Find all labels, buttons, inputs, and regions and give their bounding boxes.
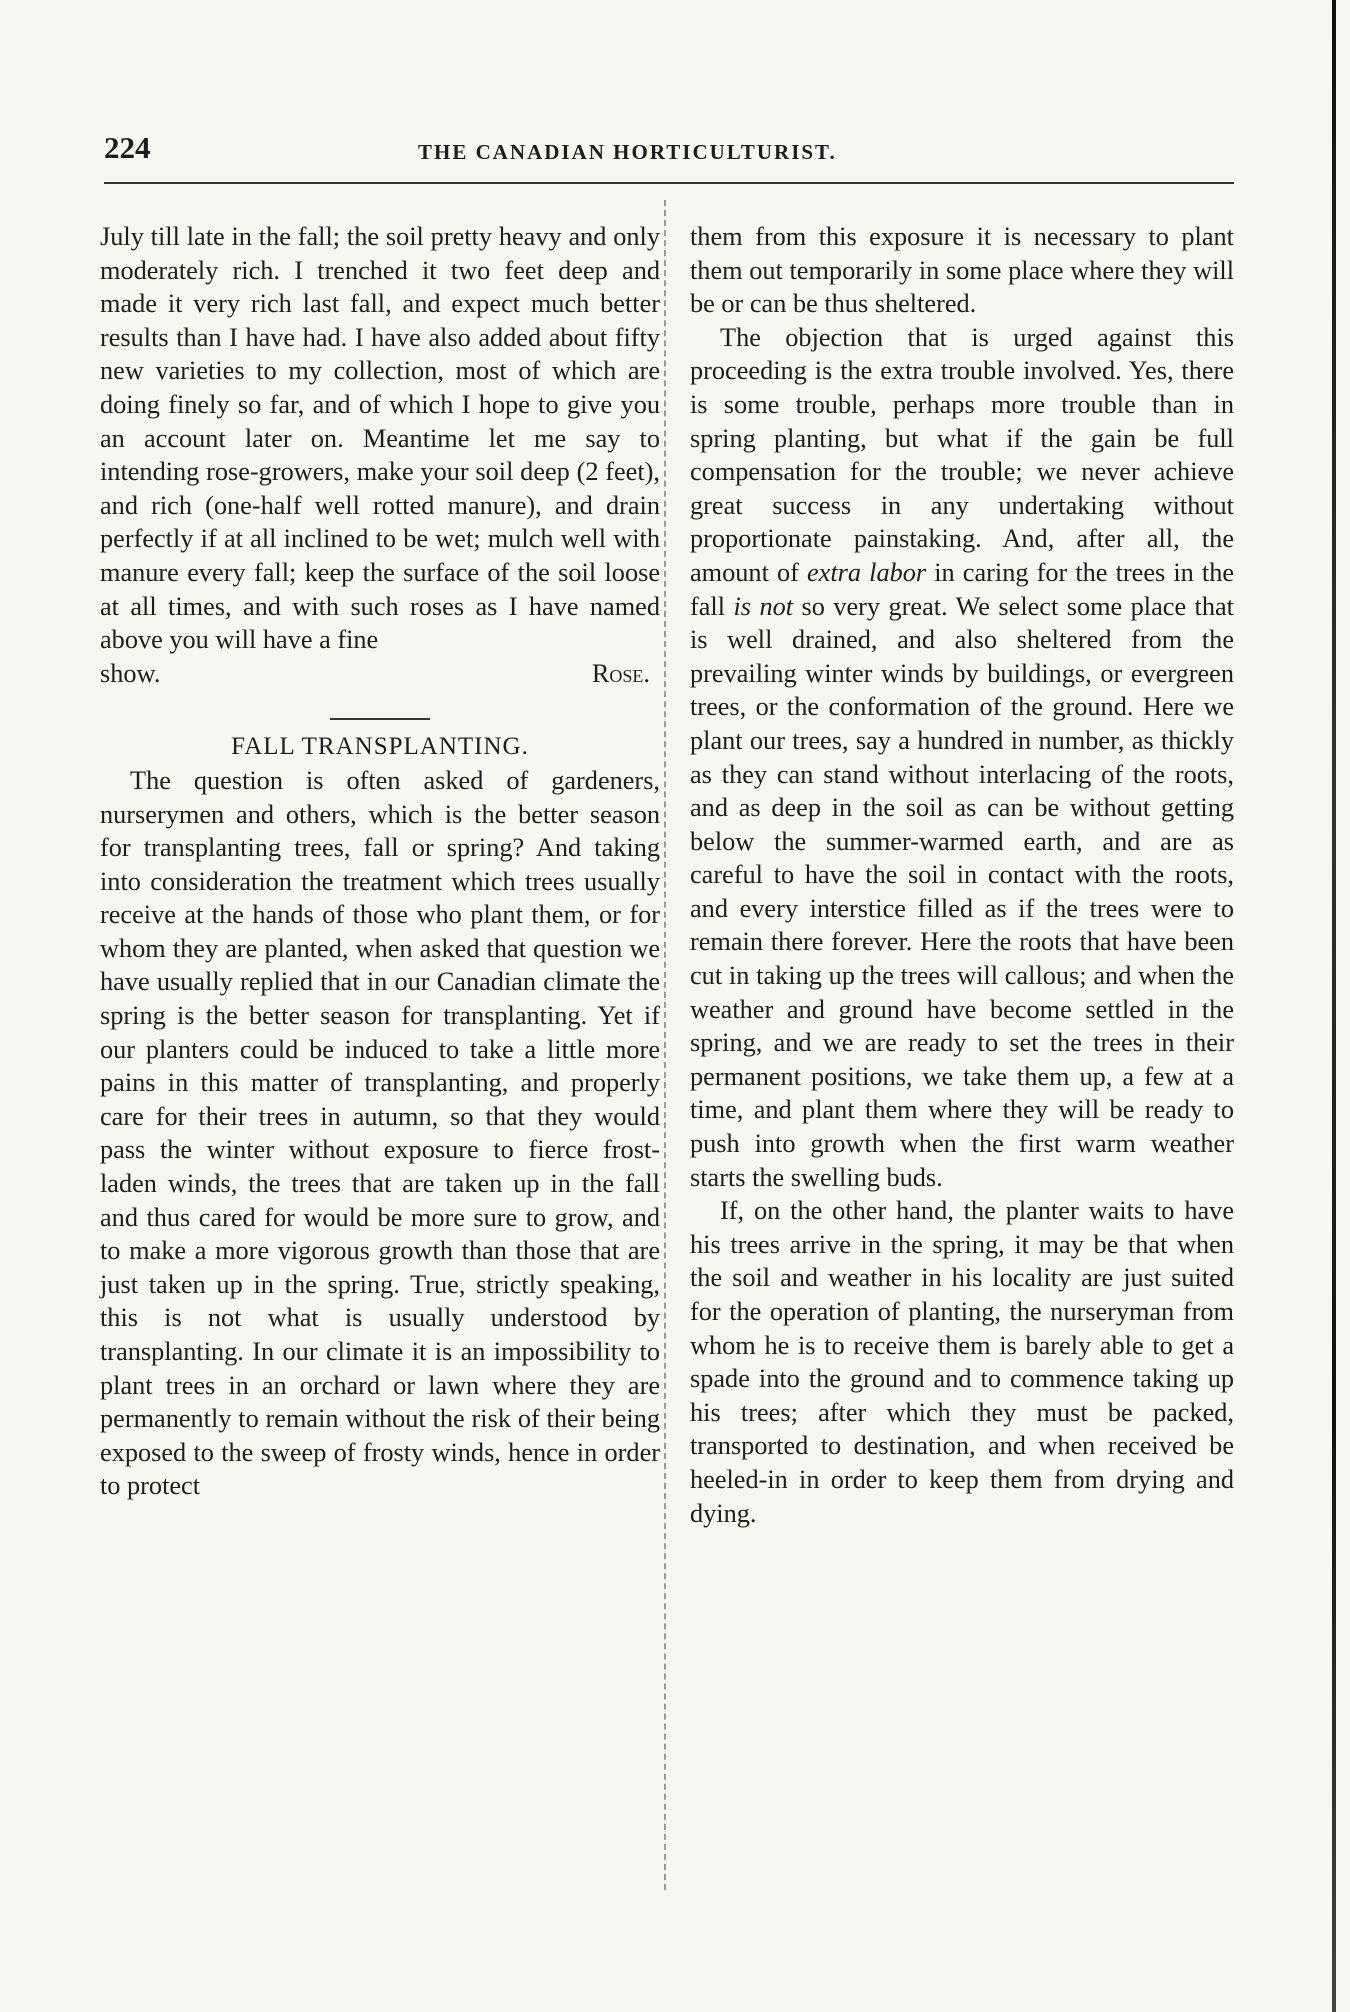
header-rule — [104, 182, 1234, 184]
signature-line — [100, 657, 660, 691]
page-number: 224 — [104, 130, 151, 165]
text-run: so very great. We select some place that is well drained, and also sheltered from the prevailing winter winds by buildings, or evergreen trees, or the conformation of the ground. Here we plant our trees, say a hundred in number, as thickly as they can stand without interlacing of the roots, and as deep in the soil as can be without getting below the summer-warmed earth, and are as careful to have the soil in contact with the roots, and every interstice filled as if the trees were to remain there forever. Here the roots that have been cut in taking up the trees will callous; and when the weather and ground have become settled in the spring, and we are ready to set the trees in their permanent positions, we take them up, a few at a time, and plant them where they will be ready to push into growth when the first warm weather starts the swelling buds. — [690, 591, 1234, 1192]
emphasis-extra-labor: extra labor — [807, 557, 927, 587]
text-run: in caring for the trees in the fall — [690, 557, 1235, 621]
right-column — [690, 220, 1234, 1530]
scan-edge — [1332, 0, 1336, 2012]
transplanting-paragraph-2 — [690, 321, 1234, 1194]
column-divider — [664, 200, 666, 1890]
signature-word: show. — [100, 658, 161, 688]
section-heading: FALL TRANSPLANTING. — [231, 733, 529, 761]
rose-article-paragraph: July till late in the fall; the soil pretty heavy and only moderately rich. I trenched it two feet deep and made it very rich last fall, and expect much better results than I have had. I have also added about fifty new varieties to my collection, most of which are doing finely so far, and of which I hope to give you an account later on. Meantime let me say to intending rose-growers, make your soil deep (2 feet), and rich (one-half well rotted manure), and drain perfectly if at all inclined to be wet; mulch well with manure every fall; keep the surface of the soil loose at all times, and with such roses as I have named above you will have a fine — [100, 222, 660, 655]
transplanting-paragraph-1: The question is often asked of gardeners, nurserymen and others, which is the better season for transplanting trees, fall or spring? And taking into consideration the treatment which trees usually receive at the hands of those who plant them, or for whom they are planted, when asked that question we have usually replied that in our Canadian climate the spring is the better season for transplanting. Yet if our planters could be induced to take a little more pains in this matter of transplanting, and properly care for their trees in autumn, so that they would pass the winter without exposure to fierce frost-laden winds, the trees that are taken up in the fall and thus cared for would be more sure to grow, and to make a more vigorous growth than those that are just taken up in the spring. True, strictly speaking, this is not what is usually understood by transplanting. In our climate it is an impossibility to plant trees in an orchard or lawn where they are permanently to remain without the risk of their being exposed to the sweep of frosty winds, hence in order to protect — [100, 765, 660, 1501]
transplanting-paragraph-3: If, on the other hand, the planter waits to have his trees arrive in the spring, it may be that when the soil and weather in his locality are just suited for the operation of planting, the nurseryman from whom he is to receive them is barely able to get a spade into the ground and to commence taking up his trees; after which they must be packed, transported to destination, and when received be heeled-in in order to keep them from drying and dying. — [690, 1196, 1234, 1528]
running-head: THE CANADIAN HORTICULTURIST. — [418, 140, 837, 164]
emphasis-is-not: is not — [733, 591, 794, 621]
text-run: The objection that is urged against this proceeding is the extra trouble involved. Yes, there is some trouble, perhaps more trouble than in spring planting, but what if the gain be full compensation for the trouble; we never achieve great success in any undertaking without proportionate painstaking. And, after all, the amount of — [690, 322, 1234, 587]
left-column — [100, 220, 660, 1503]
author-signature: Rose. — [591, 658, 650, 688]
section-rule — [330, 718, 430, 720]
transplanting-paragraph-continued: them from this exposure it is necessary to plant them out temporarily in some place where they will be or can be thus sheltered. — [690, 222, 1234, 319]
